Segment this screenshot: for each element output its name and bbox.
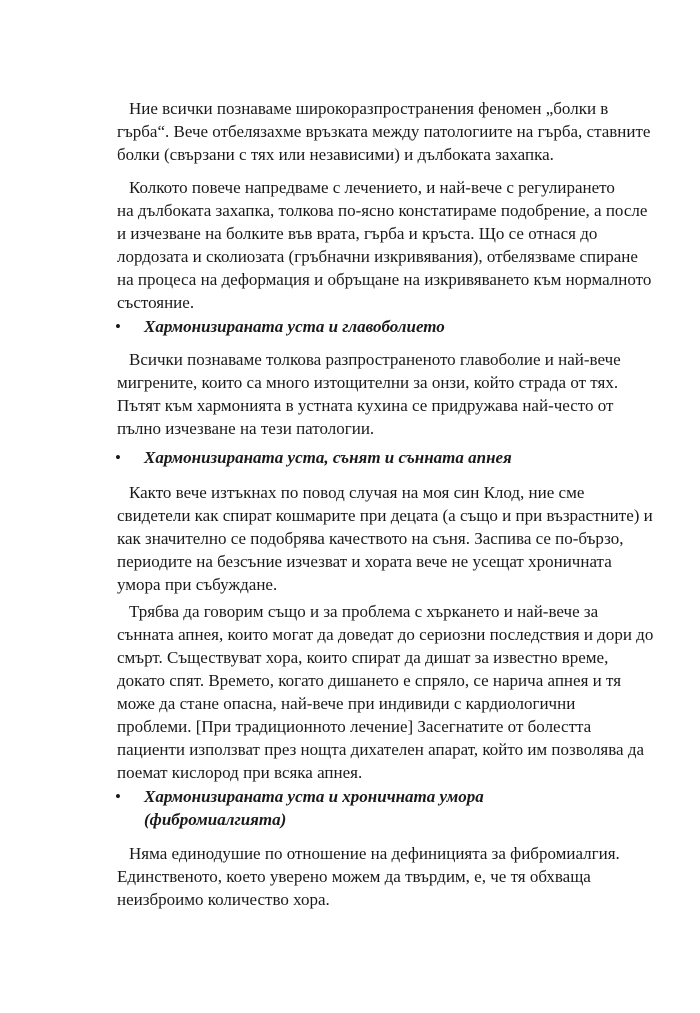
heading-line: Хармонизираната уста, сънят и сънната апнея	[144, 448, 512, 467]
paragraph-snoring-apnea	[117, 600, 654, 784]
text-line: как значително се подобрява качеството на съня. Заспива се по-бързо,	[117, 529, 624, 548]
text-line: свидетели как спират кошмарите при децата (а също и при възрастните) и	[117, 506, 653, 525]
heading-text	[144, 446, 512, 469]
text-line: Пътят към хармонията в устната кухина се придружава най-често от	[117, 396, 614, 415]
text-line: Трябва да говорим също и за проблема с хъркането и най-вече за	[129, 602, 599, 621]
text-line: Няма единодушие по отношение на дефиницията за фибромиалгия.	[129, 844, 620, 863]
text-line: пациенти използват през нощта дихателен апарат, който им позволява да	[117, 740, 645, 759]
paragraph-headache	[117, 348, 621, 440]
heading-line: Хармонизираната уста и хроничната умора	[144, 787, 484, 806]
text-line: сънната апнея, които могат да доведат до сериозни последствия и дори до	[117, 625, 654, 644]
heading-text	[144, 315, 445, 338]
text-line: на процеса на деформация и обръщане на изкривяването към нормалното	[117, 270, 652, 289]
bullet-marker: •	[115, 317, 121, 336]
heading-line: Хармонизираната уста и главоболието	[144, 317, 445, 336]
text-line: проблеми. [При традиционното лечение] Засегнатите от болестта	[117, 717, 592, 736]
paragraph-fibromyalgia	[117, 842, 620, 911]
text-line: гърба“. Вече отбелязахме връзката между патологиите на гърба, ставните	[117, 122, 651, 141]
text-line: може да стане опасна, най-вече при индивиди с кардиологични	[117, 694, 576, 713]
text-line: състояние.	[117, 293, 195, 312]
heading-line: (фибромиалгията)	[144, 810, 287, 829]
paragraph-nightmares	[117, 481, 653, 596]
text-line: периодите на безсъние изчезват и хората вече не усещат хроничната	[117, 552, 612, 571]
text-line: Ние всички познаваме широкоразпространения феномен „болки в	[129, 99, 609, 118]
text-line: лордозата и сколиозата (гръбначни изкривявания), отбелязваме спиране	[117, 247, 638, 266]
paragraph-back-pain	[117, 97, 651, 166]
text-line: смърт. Съществуват хора, които спират да дишат за известно време,	[117, 648, 609, 667]
text-line: болки (свързани с тях или независими) и дълбоката захапка.	[117, 145, 554, 164]
text-line: и изчезване на болките във врата, гърба и кръста. Що се отнася до	[117, 224, 598, 243]
heading-text	[144, 785, 484, 831]
text-line: на дълбоката захапка, толкова по-ясно констатираме подобрение, а после	[117, 201, 648, 220]
paragraph-treatment-progress	[117, 176, 652, 314]
text-line: мигрените, които са много изтощителни за онзи, който страда от тях.	[117, 373, 619, 392]
text-line: докато спят. Времето, когато дишането е спряло, се нарича апнея и тя	[117, 671, 622, 690]
text-line: Единственото, което уверено можем да твърдим, е, че тя обхваща	[117, 867, 591, 886]
text-line: неизброимо количество хора.	[117, 890, 330, 909]
text-line: Както вече изтъкнах по повод случая на моя син Клод, ние сме	[129, 483, 585, 502]
bullet-marker: •	[115, 448, 121, 467]
bullet-marker: •	[115, 787, 121, 806]
text-line: Колкото повече напредваме с лечението, и най-вече с регулирането	[129, 178, 615, 197]
text-line: пълно изчезване на тези патологии.	[117, 419, 375, 438]
text-line: поемат кислород при всяка апнея.	[117, 763, 363, 782]
text-line: умора при събуждане.	[117, 575, 278, 594]
text-line: Всички познаваме толкова разпространеното главоболие и най-вече	[129, 350, 621, 369]
